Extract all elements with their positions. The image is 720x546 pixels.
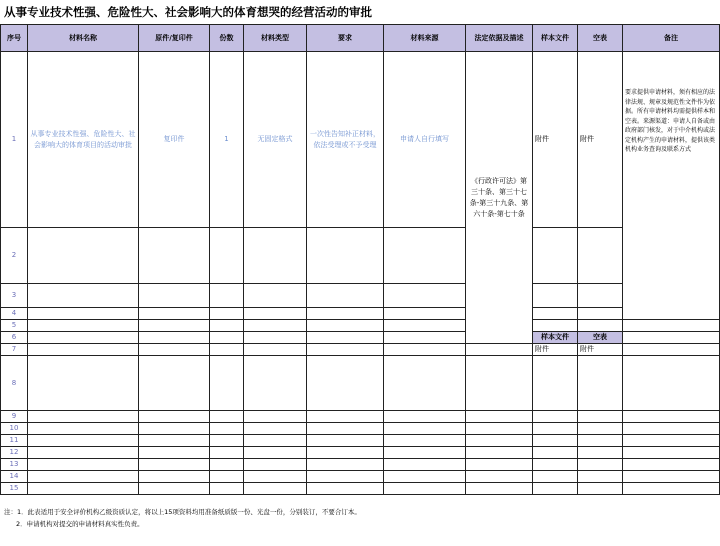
row-seq: 5: [1, 320, 28, 332]
requirement-cell: 一次性告知补正材料，依法受理或不予受理: [307, 52, 384, 228]
header-sample: 样本文件: [533, 25, 578, 52]
row-seq: 6: [1, 332, 28, 344]
header-name: 材料名称: [28, 25, 139, 52]
header-seq: 序号: [1, 25, 28, 52]
material-type-cell: 无固定格式: [244, 52, 307, 228]
table-row: [1, 228, 720, 284]
copies-cell: 1: [210, 52, 244, 228]
table-row: [1, 423, 720, 435]
table-row: [1, 320, 720, 332]
table-row: [1, 447, 720, 459]
blank-form-cell: 附件: [578, 52, 623, 228]
sample-file-cell: 附件: [533, 344, 578, 356]
table-row: [1, 471, 720, 483]
header-source: 材料来源: [384, 25, 466, 52]
table-row: [1, 284, 720, 308]
table-header-row: [1, 25, 720, 52]
header-note: 备注: [623, 25, 720, 52]
material-name-cell: 从事专业技术性强、危险性大、社会影响大的体育项目的活动审批: [28, 52, 139, 228]
header-blank: 空表: [578, 25, 623, 52]
table-row: [1, 356, 720, 411]
footnote-2: 2．申请机构对提交的申请材料真实性负责。: [16, 520, 144, 528]
table-row: [1, 435, 720, 447]
row-seq: 8: [1, 356, 28, 411]
footnotes: [4, 506, 716, 530]
row-seq: 11: [1, 435, 28, 447]
row-seq: 4: [1, 308, 28, 320]
blank-form-cell: 附件: [578, 344, 623, 356]
sub-header-sample: 样本文件: [533, 332, 578, 344]
materials-table: [0, 24, 720, 495]
row-seq: 2: [1, 228, 28, 284]
table-row: [1, 411, 720, 423]
row-seq: 7: [1, 344, 28, 356]
orig-copy-cell: 复印件: [139, 52, 210, 228]
sample-file-cell: 附件: [533, 52, 578, 228]
table-row: [1, 344, 720, 356]
header-orig: 原件/复印件: [139, 25, 210, 52]
row-seq: 12: [1, 447, 28, 459]
header-copies: 份数: [210, 25, 244, 52]
table-row: [1, 332, 720, 344]
header-type: 材料类型: [244, 25, 307, 52]
row-seq: 15: [1, 483, 28, 495]
header-legal: 法定依据及描述: [466, 25, 533, 52]
row-seq: 1: [1, 52, 28, 228]
row-seq: 3: [1, 284, 28, 308]
table-row: [1, 483, 720, 495]
row-seq: 9: [1, 411, 28, 423]
table-row: [1, 308, 720, 320]
remarks-cell: 要求提供申请材料，须有相应的法律法规、规章及规范性文件作为依据。所有申请材料均需提供样本和空表。来源渠道：申请人自备或由政府部门核发，对于中介机构或法定机构产生的申请材料，提供该类机构业务查询及联系方式: [623, 52, 720, 320]
row-seq: 10: [1, 423, 28, 435]
table-row: [1, 52, 720, 228]
page-title: 从事专业技术性强、危险性大、社会影响大的体育想哭的经营活动的审批: [4, 5, 372, 19]
legal-basis-cell: 《行政许可法》第三十条、第三十七条-第三十九条、第六十条-第七十条: [466, 52, 533, 344]
source-cell: 申请人自行填写: [384, 52, 466, 228]
footnote-1: 注：1．此表适用于安全评价机构乙级资质认定，将以上15项资料均用准备纸质版一份、光盘一份，分别装订，不要合订本。: [4, 508, 361, 516]
sub-header-blank: 空表: [578, 332, 623, 344]
row-seq: 13: [1, 459, 28, 471]
row-seq: 14: [1, 471, 28, 483]
header-req: 要求: [307, 25, 384, 52]
table-row: [1, 459, 720, 471]
